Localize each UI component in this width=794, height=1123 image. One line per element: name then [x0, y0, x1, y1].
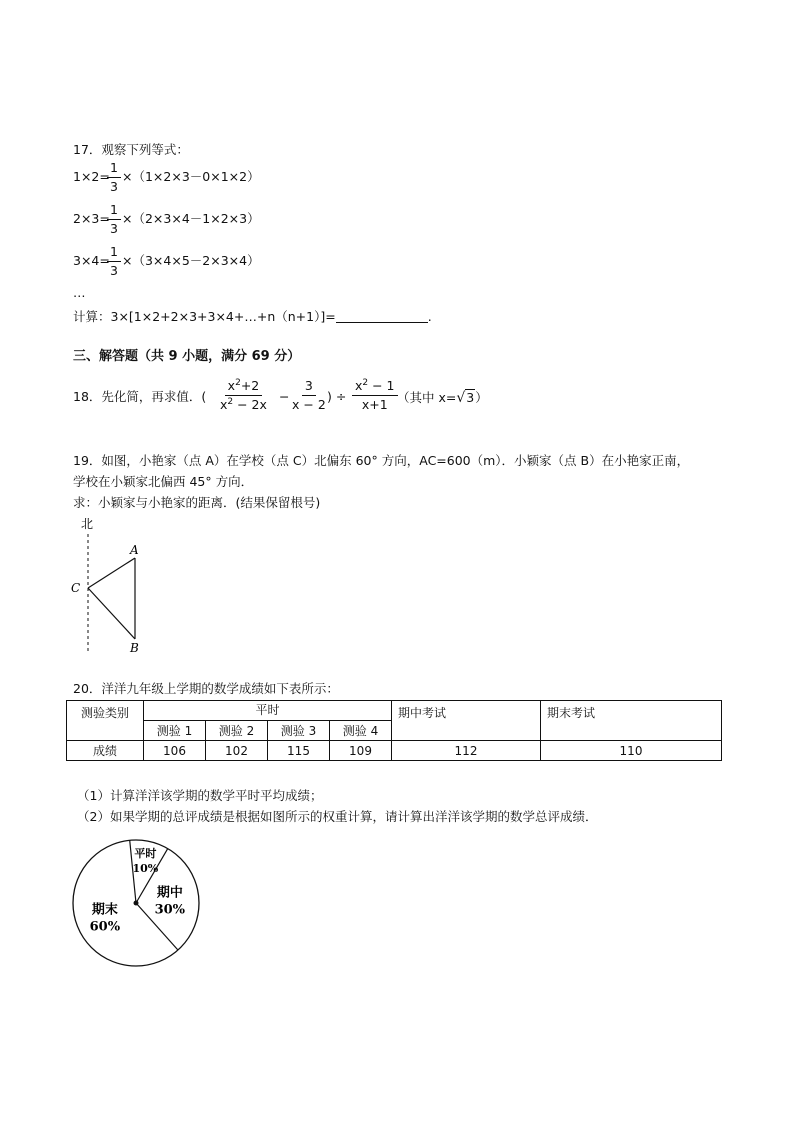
north-label: 北 — [81, 517, 94, 531]
score-quiz-1: 106 — [144, 741, 206, 761]
pie-slice-regular-category: 平时 — [134, 847, 157, 861]
pie-slice-midterm-category: 期中 — [156, 885, 183, 901]
q18-suffix — [397, 391, 488, 405]
q17-intro: 17．观察下列等式： — [73, 142, 189, 157]
q17-calc-text: 计算：3×[1×2+2×3+3×4+…+n（n+1）]= — [73, 309, 336, 324]
pie-slice-final-percent: 60% — [89, 919, 121, 935]
answer-blank — [336, 310, 428, 323]
fraction-numerator: 1 — [107, 246, 121, 262]
fraction-denominator: 3 — [110, 262, 118, 278]
var-x: x — [227, 378, 236, 393]
subheader-quiz-3: 测验 3 — [268, 721, 330, 741]
q19-line-1: 19．如图，小艳家（点 A）在学校（点 C）北偏东 60° 方向，AC=600（m）．小颖家（点 B）在小艳家正南， — [73, 453, 690, 468]
score-quiz-4: 109 — [330, 741, 392, 761]
q17-ellipsis: … — [73, 285, 86, 300]
q17-line-2-lhs: 2×3= — [73, 211, 110, 226]
q19-line-3: 求：小颖家与小艳家的距离．(结果保留根号) — [73, 495, 321, 510]
weight-pie-chart — [70, 837, 202, 969]
q17-line-2-fraction — [107, 204, 121, 235]
header-final: 期末考试 — [541, 701, 722, 741]
fraction-denominator — [220, 396, 267, 412]
q18-close-divide: ) ÷ — [327, 389, 347, 404]
score-quiz-2: 102 — [206, 741, 268, 761]
q18-fraction-2 — [292, 380, 326, 411]
q18-prefix: 18．先化简，再求值．( — [73, 389, 207, 404]
section-heading: 三、解答题（共 9 小题，满分 69 分） — [73, 349, 301, 364]
minus-sign: − — [279, 389, 290, 404]
exponent: 2 — [227, 396, 234, 407]
sqrt-icon: √ — [456, 390, 466, 406]
table-row — [67, 741, 722, 761]
pie-slice-final-category: 期末 — [91, 902, 118, 918]
pie-slice-regular-percent: 10% — [132, 862, 159, 876]
q17-line-3-fraction — [107, 246, 121, 277]
pie-center-dot — [134, 901, 139, 906]
fraction-denominator: 3 — [110, 178, 118, 194]
header-midterm: 期中考试 — [392, 701, 541, 741]
segment-cb — [88, 588, 135, 639]
q17-line-1-lhs: 1×2= — [73, 169, 110, 184]
subheader-quiz-2: 测验 2 — [206, 721, 268, 741]
q20-sub-2: （2）如果学期的总评成绩是根据如图所示的权重计算，请计算出洋洋该学期的数学总评成绩． — [77, 809, 598, 824]
fraction-numerator — [352, 380, 398, 396]
fraction-denominator: x+1 — [361, 396, 388, 412]
q19-line-2: 学校在小颖家北偏西 45° 方向． — [73, 474, 254, 489]
q17-line-1-rhs: ×（1×2×3－0×1×2） — [122, 169, 260, 184]
q17-calc-end: . — [427, 309, 432, 324]
pie-slice-midterm-percent: 30% — [154, 902, 186, 918]
score-final: 110 — [541, 741, 722, 761]
table-row — [67, 701, 722, 721]
exponent: 2 — [235, 378, 241, 388]
segment-ca — [88, 558, 135, 588]
point-c-label: C — [71, 581, 81, 595]
q17-line-3-rhs: ×（3×4×5－2×3×4） — [122, 253, 260, 268]
scores-table — [66, 700, 722, 761]
term: +2 — [240, 378, 260, 393]
fraction-denominator: 3 — [110, 220, 118, 236]
fraction-numerator: 3 — [302, 380, 316, 396]
q19-figure — [66, 514, 156, 659]
q18-suffix-end: ） — [475, 390, 488, 405]
q18-suffix-text: （其中 x= — [397, 390, 457, 405]
var-x: x — [355, 378, 363, 393]
var-x: x — [220, 396, 228, 412]
q17-line-3-lhs: 3×4= — [73, 253, 110, 268]
fraction-numerator: 1 — [107, 162, 121, 178]
q20-intro: 20．洋洋九年级上学期的数学成绩如下表所示： — [73, 681, 339, 696]
q17-calc — [73, 310, 432, 324]
term: − 1 — [368, 378, 395, 393]
exponent: 2 — [362, 378, 369, 388]
q17-line-1-fraction — [107, 162, 121, 193]
q18-fraction-3 — [352, 380, 398, 411]
header-regular: 平时 — [144, 701, 392, 721]
point-a-label: A — [130, 543, 139, 557]
q18-fraction-1 — [220, 380, 267, 411]
q20-sub-1: （1）计算洋洋该学期的数学平时平均成绩； — [77, 788, 323, 803]
row-label-score: 成绩 — [67, 741, 144, 761]
term: − 2x — [233, 396, 267, 412]
q17-line-2-rhs: ×（2×3×4－1×2×3） — [122, 211, 260, 226]
score-midterm: 112 — [392, 741, 541, 761]
fraction-numerator: 1 — [107, 204, 121, 220]
subheader-quiz-1: 测验 1 — [144, 721, 206, 741]
fraction-numerator — [225, 380, 263, 396]
sqrt-radicand: 3 — [466, 390, 475, 405]
point-b-label: B — [130, 641, 139, 655]
fraction-denominator: x − 2 — [292, 396, 326, 412]
header-type: 测验类别 — [67, 701, 144, 741]
score-quiz-3: 115 — [268, 741, 330, 761]
subheader-quiz-4: 测验 4 — [330, 721, 392, 741]
